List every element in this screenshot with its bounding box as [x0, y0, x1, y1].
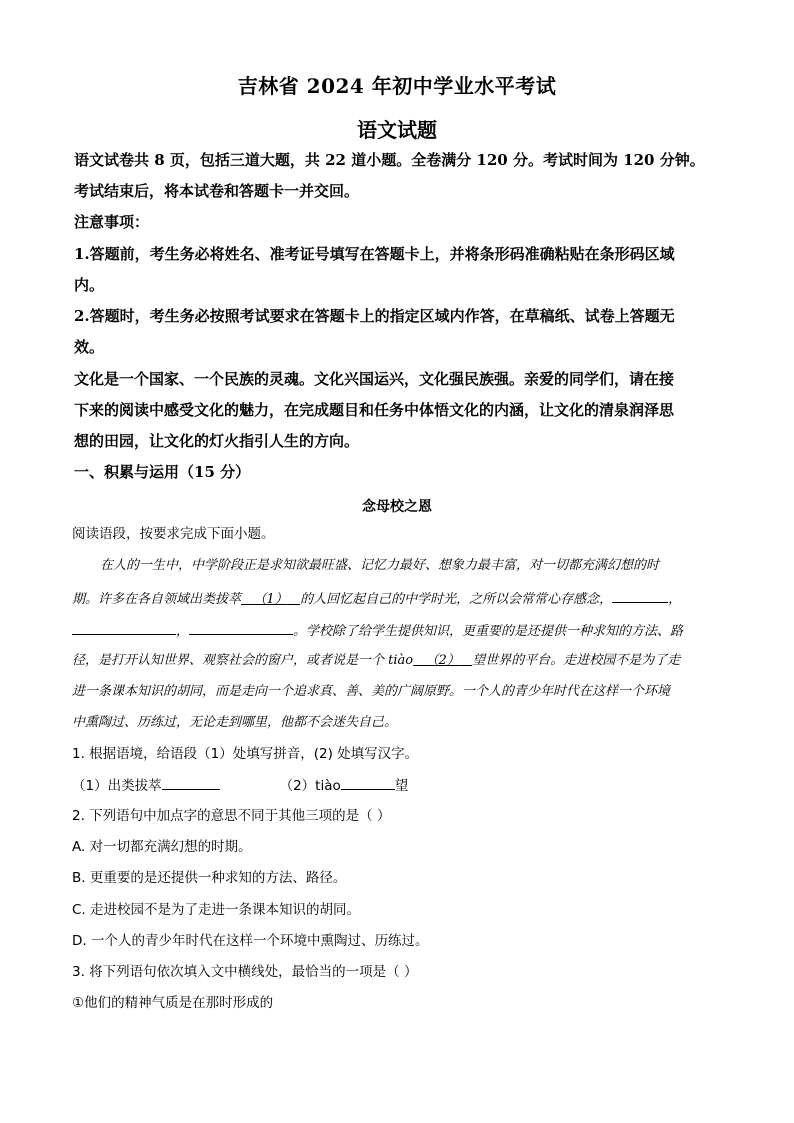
passage-line-6: 中熏陶过、历练过，无论走到哪里，他都不会迷失自己。 — [72, 715, 398, 730]
question-2-option-a[interactable]: A. 对一切都充满幻想的时期。 — [72, 839, 252, 855]
q1-part-2-tail: 望 — [394, 778, 409, 794]
blank-2-marker: （2） — [425, 653, 460, 668]
culture-line-3: 想的田园，让文化的灯火指引人生的方向。 — [74, 432, 360, 450]
reading-instruction: 阅读语段，按要求完成下面小题。 — [72, 526, 275, 542]
culture-line-1: 文化是一个国家、一个民族的灵魂。文化兴国运兴，文化强民族强。亲爱的同学们，请在接 — [74, 370, 675, 388]
question-2: 2. 下列语句中加点字的意思不同于其他三项的是（ ） — [72, 808, 391, 824]
passage-line-5: 进一条课本知识的胡同，而是走向一个追求真、善、美的广阔原野。一个人的青少年时代在这样一个环境 — [72, 684, 671, 699]
q1-part-2-label: （2）tiào — [279, 778, 341, 794]
question-1: 1. 根据语境，给语段（1）处填写拼音，(2) 处填写汉字。 — [72, 746, 419, 762]
q1-answer-blank-1[interactable] — [162, 775, 220, 790]
notice-1-line-2: 内。 — [74, 276, 105, 294]
q1-part-1-label: （1）出类拔萃 — [72, 778, 162, 794]
q1-answer-blank-2[interactable] — [341, 775, 395, 790]
notice-heading: 注意事项： — [74, 213, 150, 231]
passage-line-4 — [72, 651, 724, 671]
answer-blank — [72, 620, 176, 635]
passage-text: ， — [176, 624, 190, 639]
passage-text: 期。许多在各自领域出类拔萃 — [72, 592, 242, 607]
exam-subtitle: 语文试题 — [357, 118, 437, 142]
intro-line-2: 考试结束后，将本试卷和答题卡一并交回。 — [74, 182, 360, 200]
blank-1-marker: （1） — [253, 592, 288, 607]
passage-text: 径，是打开认知世界、观察社会的窗户，或者说是一个 tiào — [72, 653, 414, 668]
question-2-option-b[interactable]: B. 更重要的是还提供一种求知的方法、路径。 — [72, 870, 347, 886]
passage-title: 念母校之恩 — [362, 499, 432, 515]
notice-1-line-1: 1.答题前，考生务必将姓名、准考证号填写在答题卡上，并将条形码准确粘贴在条形码区域 — [74, 245, 675, 263]
notice-2-line-1: 2.答题时，考生务必按照考试要求在答题卡上的指定区域内作答，在草稿纸、试卷上答题无 — [74, 307, 675, 325]
question-2-option-c[interactable]: C. 走进校园不是为了走进一条课本知识的胡同。 — [72, 902, 361, 918]
passage-text: 望世界的平台。走进校园不是为了走 — [472, 653, 681, 668]
culture-line-2: 下来的阅读中感受文化的魅力，在完成题目和任务中体悟文化的内涵，让文化的清泉润泽思 — [74, 401, 675, 419]
intro-line-1: 语文试卷共 8 页，包括三道大题，共 22 道小题。全卷满分 120 分。考试时间为 120 分钟。 — [74, 151, 705, 169]
question-3: 3. 将下列语句依次填入文中横线处，最恰当的一项是（ ） — [72, 964, 418, 980]
passage-line-2 — [72, 588, 724, 610]
passage-text: 。学校除了给学生提供知识，更重要的是还提供一种求知的方法、路 — [293, 624, 684, 639]
question-3-item-1: ①他们的精神气质是在那时形成的 — [72, 995, 274, 1011]
section-1-heading: 一、积累与运用（15 分） — [74, 463, 251, 481]
passage-line-3 — [72, 620, 724, 642]
question-2-option-d[interactable]: D. 一个人的青少年时代在这样一个环境中熏陶过、历练过。 — [72, 933, 429, 949]
answer-blank — [189, 620, 293, 635]
passage-line-1: 在人的一生中，中学阶段正是求知欲最旺盛、记忆力最好、想象力最丰富，对一切都充满幻想的时 — [100, 558, 660, 573]
answer-blank — [612, 588, 668, 603]
exam-title: 吉林省 2024 年初中学业水平考试 — [237, 74, 557, 98]
question-1-answers — [72, 775, 722, 796]
passage-text: 的人回忆起自己的中学时光，之所以会常常心存感念， — [300, 592, 613, 607]
passage-text: ， — [668, 592, 682, 607]
notice-2-line-2: 效。 — [74, 338, 105, 356]
